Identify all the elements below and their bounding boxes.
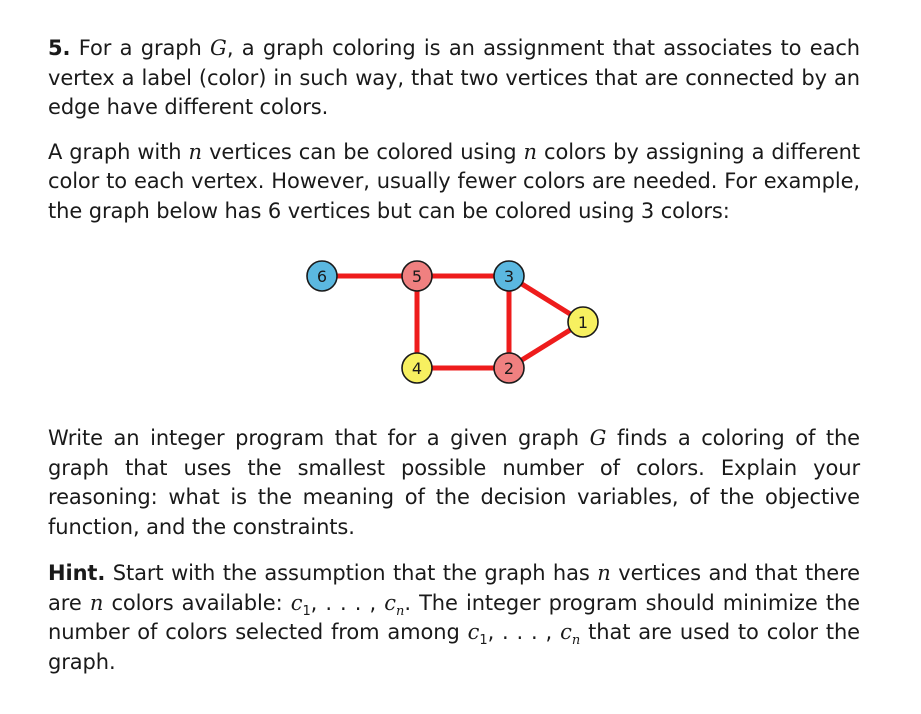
- graph-vertex-3: [494, 261, 524, 291]
- graph-vertex-label: 5: [411, 267, 423, 286]
- graph-vertex-2: [494, 353, 524, 383]
- hint-paragraph: Hint. Start with the assumption that the graph has n vertices and that there are n colors available: $c_1$, . . . , $c_n$. The integer program should minimize the number of colors selected from among $c_1$, . . . , $c_n$ that are used to color the graph.: [48, 561, 860, 674]
- graph-vertex-label: 1: [577, 313, 589, 332]
- graph-vertex-6: [307, 261, 337, 291]
- graph-vertex-label: 3: [503, 267, 515, 286]
- graph-intro-paragraph: A graph with n vertices can be colored using n colors by assigning a different color to each vertex. However, usually fewer colors are needed. For example, the graph below has 6 vertices but can be colored using 3 colors:: [48, 139, 860, 223]
- graph-vertex-5: [402, 261, 432, 291]
- problem-text: [48, 34, 860, 677]
- graph-vertex-1: [568, 307, 598, 337]
- graph-diagram: [48, 226, 860, 424]
- hint-label: Hint.: [48, 561, 106, 585]
- task-paragraph: Write an integer program that for a given graph G finds a coloring of the graph that uses the smallest possible number of colors. Explain your reasoning: what is the meaning of the decision variables, of the objective function, and the constraints.: [48, 426, 860, 539]
- graph-vertex-label: 4: [411, 359, 423, 378]
- graph-figure: [48, 226, 860, 424]
- graph-vertex-label: 2: [503, 359, 515, 378]
- graph-vertex-label: 6: [316, 267, 328, 286]
- graph-vertex-4: [402, 353, 432, 383]
- problem-number: 5.: [48, 36, 71, 60]
- problem-intro-paragraph: 5. For a graph G, a graph coloring is an assignment that associates to each vertex a label (color) in such way, that two vertices that are connected by an edge have different colors.: [48, 36, 861, 119]
